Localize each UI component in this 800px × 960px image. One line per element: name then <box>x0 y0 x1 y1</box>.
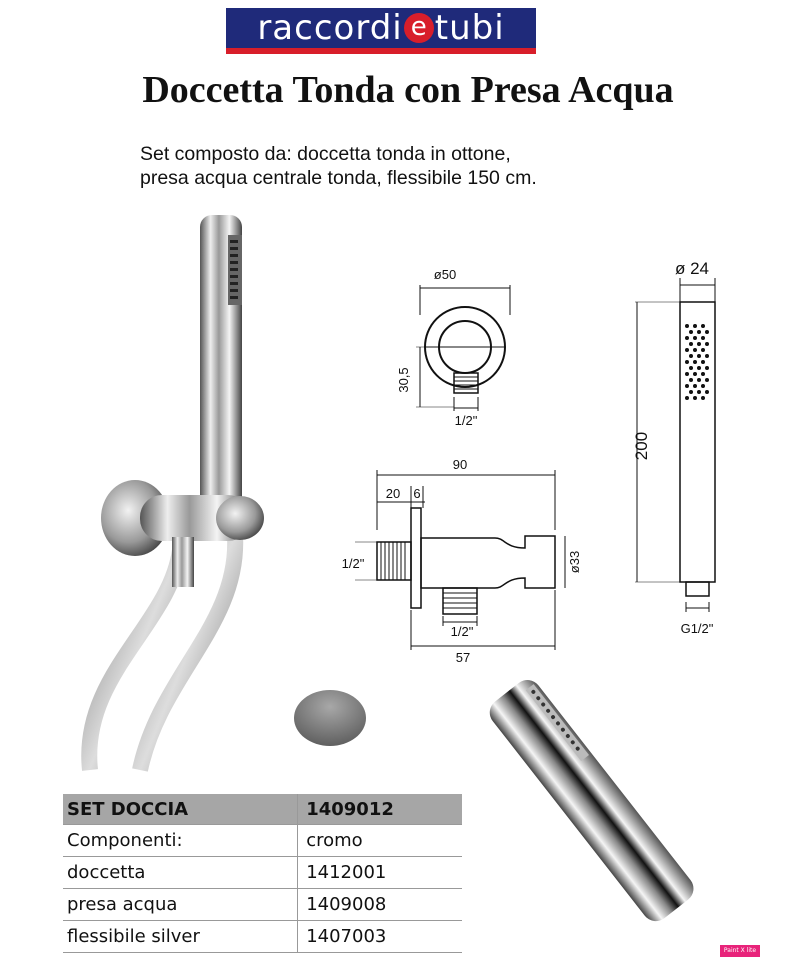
logo-word-raccordi: raccordi <box>257 8 403 48</box>
table-header-code: 1409012 <box>298 794 462 825</box>
nozzle-hole <box>697 378 701 382</box>
brand-logo <box>226 8 536 54</box>
table-cell-value: 1407003 <box>298 921 462 953</box>
page-title: Doccetta Tonda con Presa Acqua <box>142 69 674 111</box>
outlet-front-drawing <box>380 255 530 435</box>
nozzle-hole <box>693 360 697 364</box>
nozzle-hole <box>689 330 693 334</box>
nozzle-hole <box>701 360 705 364</box>
dim-side-b: 6 <box>413 486 421 501</box>
nozzle-hole <box>705 378 709 382</box>
nozzle-hole <box>701 336 705 340</box>
nozzle-hole <box>685 396 689 400</box>
nozzle-hole <box>685 372 689 376</box>
spec-table <box>63 794 462 953</box>
nozzle-hole <box>693 348 697 352</box>
table-cell-label: Componenti: <box>63 825 298 857</box>
dim-side-thread-bottom: 1/2" <box>450 624 474 639</box>
handle-drawing <box>625 250 745 640</box>
dim-front-diameter: ø50 <box>433 267 457 282</box>
paint-badge: Paint X lite <box>720 945 760 957</box>
dim-front-thread: 1/2" <box>454 413 478 428</box>
nozzle-hole <box>685 324 689 328</box>
nozzle-hole <box>693 384 697 388</box>
nozzle-hole <box>689 342 693 346</box>
table-cell-value: cromo <box>298 825 462 857</box>
table-header-set: SET DOCCIA <box>63 794 298 825</box>
nozzle-hole <box>701 372 705 376</box>
nozzle-hole <box>689 378 693 382</box>
nozzle-hole <box>689 354 693 358</box>
logo-word-e: e <box>404 13 434 43</box>
table-cell-value: 1409008 <box>298 889 462 921</box>
table-row <box>63 889 462 921</box>
table-cell-label: flessibile silver <box>63 921 298 953</box>
nozzle-hole <box>693 396 697 400</box>
product-description <box>140 142 537 190</box>
table-row <box>63 921 462 953</box>
dim-side-depth: 57 <box>455 650 471 665</box>
nozzle-hole <box>693 336 697 340</box>
outlet-side-drawing <box>335 450 595 670</box>
nozzle-hole <box>685 384 689 388</box>
table-cell-label: presa acqua <box>63 889 298 921</box>
dim-handle-thread: G1/2" <box>680 621 714 636</box>
nozzle-hole <box>705 330 709 334</box>
table-row <box>63 825 462 857</box>
nozzle-hole <box>685 360 689 364</box>
dim-side-diameter: ø33 <box>567 550 582 574</box>
nozzle-hole <box>689 390 693 394</box>
table-row <box>63 857 462 889</box>
nozzle-hole <box>697 366 701 370</box>
handle-photo <box>450 675 730 940</box>
description-line-2: presa acqua centrale tonda, flessibile 150 cm. <box>140 167 537 189</box>
description-line-1: Set composto da: doccetta tonda in ottone, <box>140 143 511 165</box>
nozzle-hole <box>697 354 701 358</box>
dim-front-height: 30,5 <box>396 367 411 393</box>
nozzle-hole <box>705 366 709 370</box>
dim-side-thread-left: 1/2" <box>341 556 365 571</box>
nozzle-hole <box>685 348 689 352</box>
nozzle-hole <box>705 342 709 346</box>
nozzle-hole <box>701 348 705 352</box>
nozzle-hole <box>697 390 701 394</box>
dim-side-a: 20 <box>385 486 401 501</box>
nozzle-hole <box>697 342 701 346</box>
nozzle-hole <box>693 324 697 328</box>
table-cell-label: doccetta <box>63 857 298 889</box>
nozzle-hole <box>685 336 689 340</box>
nozzle-hole <box>705 354 709 358</box>
table-header-row <box>63 794 462 825</box>
nozzle-hole <box>693 372 697 376</box>
dim-side-total: 90 <box>452 457 468 472</box>
logo-word-tubi: tubi <box>434 8 505 48</box>
nozzle-hole <box>701 324 705 328</box>
nozzle-hole <box>689 366 693 370</box>
nozzle-hole <box>705 390 709 394</box>
outlet-cover-photo <box>290 688 370 748</box>
table-cell-value: 1412001 <box>298 857 462 889</box>
nozzle-hole <box>697 330 701 334</box>
nozzle-hole <box>701 396 705 400</box>
dim-handle-diameter: ø 24 <box>674 259 710 278</box>
dim-handle-length: 200 <box>632 431 651 461</box>
nozzle-hole <box>701 384 705 388</box>
